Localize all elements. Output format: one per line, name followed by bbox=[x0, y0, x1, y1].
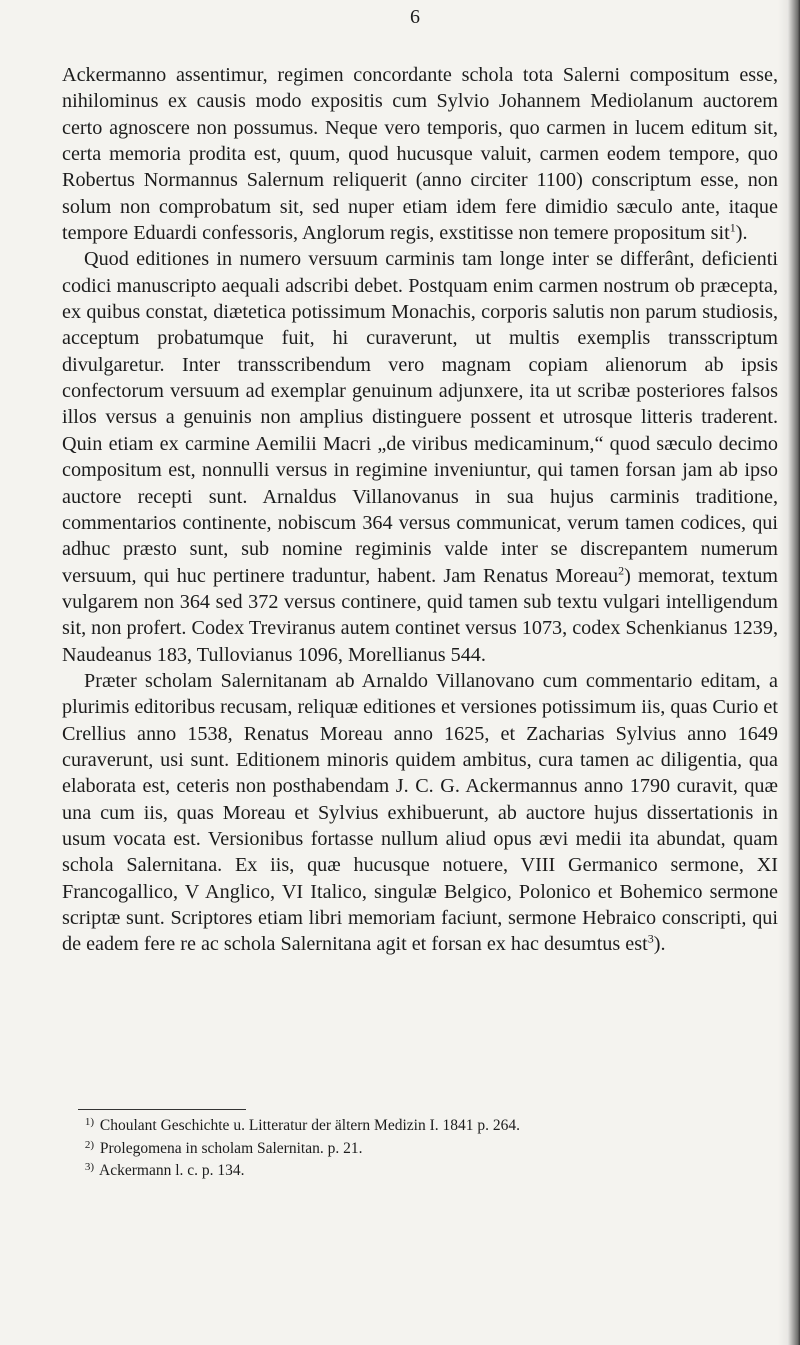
paragraph bbox=[62, 62, 778, 246]
footnote bbox=[78, 1113, 768, 1136]
footnotes bbox=[78, 1113, 768, 1181]
footnote-mark: 2) bbox=[84, 1138, 94, 1151]
paragraph-text: Quod editiones in numero versuum carminis tam longe inter se differânt, deficienti codici manuscripto aequali adscribi debet. Postquam enim carmen nostrum ob præcepta, ex quibus constat, diætetica potissimum Monachis, corporis salutis non parum studiosis, acceptum probatumque fuit, hi curaverunt, ut multis exemplis transscriptum divulgaretur. Inter transscribendum vero magnam copiam alienorum ab ipsis confectorum versuum ad exemplar genuinum adjunxere, ita ut scribæ posteriores falsos illos versus a genuinis non amplius distinguere possent et utrosque litteris traderent. Quin etiam ex carmine Aemilii Macri „de viribus medicaminum,“ quod sæculo decimo compositum est, nonnulli versus in regimine inveniuntur, qui tamen forsan jam ab ipso auctore recepti sunt. Arnaldus Villanovanus in sua hujus carminis traditione, commentarios continente, nobiscum 364 versus communicat, verum tamen codices, qui adhuc præsto sunt, sub nomine regiminis valde inter se discrepantem numerum versuum, qui huc pertinere traduntur, habent. Jam Renatus Moreau bbox=[62, 248, 778, 587]
footnote-text: Ackermann l. c. p. 134. bbox=[99, 1162, 245, 1179]
footnote-reference: 3 bbox=[647, 931, 654, 946]
paragraph-text: ) memorat, textum vulgarem non 364 sed 372 versus continere, quid tamen sub textu vulgari intelligendum sit, non profert. Codex Treviranus autem continet versus 1073, codex Schenkianus 1239, Naudeanus 183, Tullovianus 1096, Morellianus 544. bbox=[62, 564, 778, 666]
footnote-divider bbox=[78, 1109, 246, 1110]
paragraph-text: Præter scholam Salernitanam ab Arnaldo Villanovano cum commentario editam, a plurimis editoribus recusam, reliquæ editiones et versiones potissimum iis, quas Curio et Crellius anno 1538, Renatus Moreau anno 1625, et Zacharias Sylvius anno 1649 curaverunt, usi sunt. Editionem minoris quidem ambitus, cura tamen ac diligentia, qua elaborata est, ceteris non posthabendam J. C. G. Ackermannus anno 1790 curavit, quæ una cum iis, quas Moreau et Sylvius exhibuerunt, ab auctore hujus dissertationis in usum vocata est. Versionibus fortasse nullum aliud opus ævi medii ita abundat, quam schola Salernitana. Ex iis, quæ hucusque notuere, VIII Germanico sermone, XI Francogallico, V Anglico, VI Italico, singulæ Belgico, Polonico et Bohemico sermone scriptæ sunt. Scriptores etiam libri memoriam faciunt, sermone Hebraico conscripti, qui de eadem fere re ac schola Salernitana agit et forsan ex hac desumtus est bbox=[62, 669, 779, 956]
footnote-reference: 2 bbox=[618, 562, 625, 577]
paragraph bbox=[62, 668, 778, 958]
footnote-text: Choulant Geschichte u. Litteratur der ältern Medizin I. 1841 p. 264. bbox=[99, 1117, 520, 1134]
footnote-mark: 1) bbox=[84, 1116, 94, 1128]
paragraph bbox=[62, 246, 778, 668]
footnote-mark: 3) bbox=[84, 1161, 94, 1173]
body-text bbox=[62, 62, 778, 958]
footnote-reference: 1 bbox=[729, 220, 736, 235]
footnote bbox=[78, 1158, 768, 1181]
footnote-text: Prolegomena in scholam Salernitan. p. 21. bbox=[99, 1139, 363, 1157]
footnote bbox=[78, 1136, 768, 1159]
page-number: 6 bbox=[410, 6, 420, 28]
paragraph-text: Ackermanno assentimur, regimen concordante schola tota Salerni compositum esse, nihilominus ex causis modo expositis cum Sylvio Johannem Mediolanum auctorem certo agnoscere non possumus. Neque vero temporis, quo carmen in lucem editum sit, certa memoria prodita est, quum, quod hucusque valuit, carmen eodem tempore, quo Robertus Normannus Salernum reliquerit (anno circiter 1100) conscriptum esse, non solum non comprobatum sit, sed nuper etiam idem fere dimidio sæculo ante, itaque tempore Eduardi confessoris, Anglorum regis, exstitisse non temere propositum sit bbox=[62, 64, 778, 245]
paragraph-text: ). bbox=[735, 222, 748, 245]
paragraph-text: ). bbox=[653, 933, 666, 956]
page-edge-shadow bbox=[778, 0, 800, 1345]
